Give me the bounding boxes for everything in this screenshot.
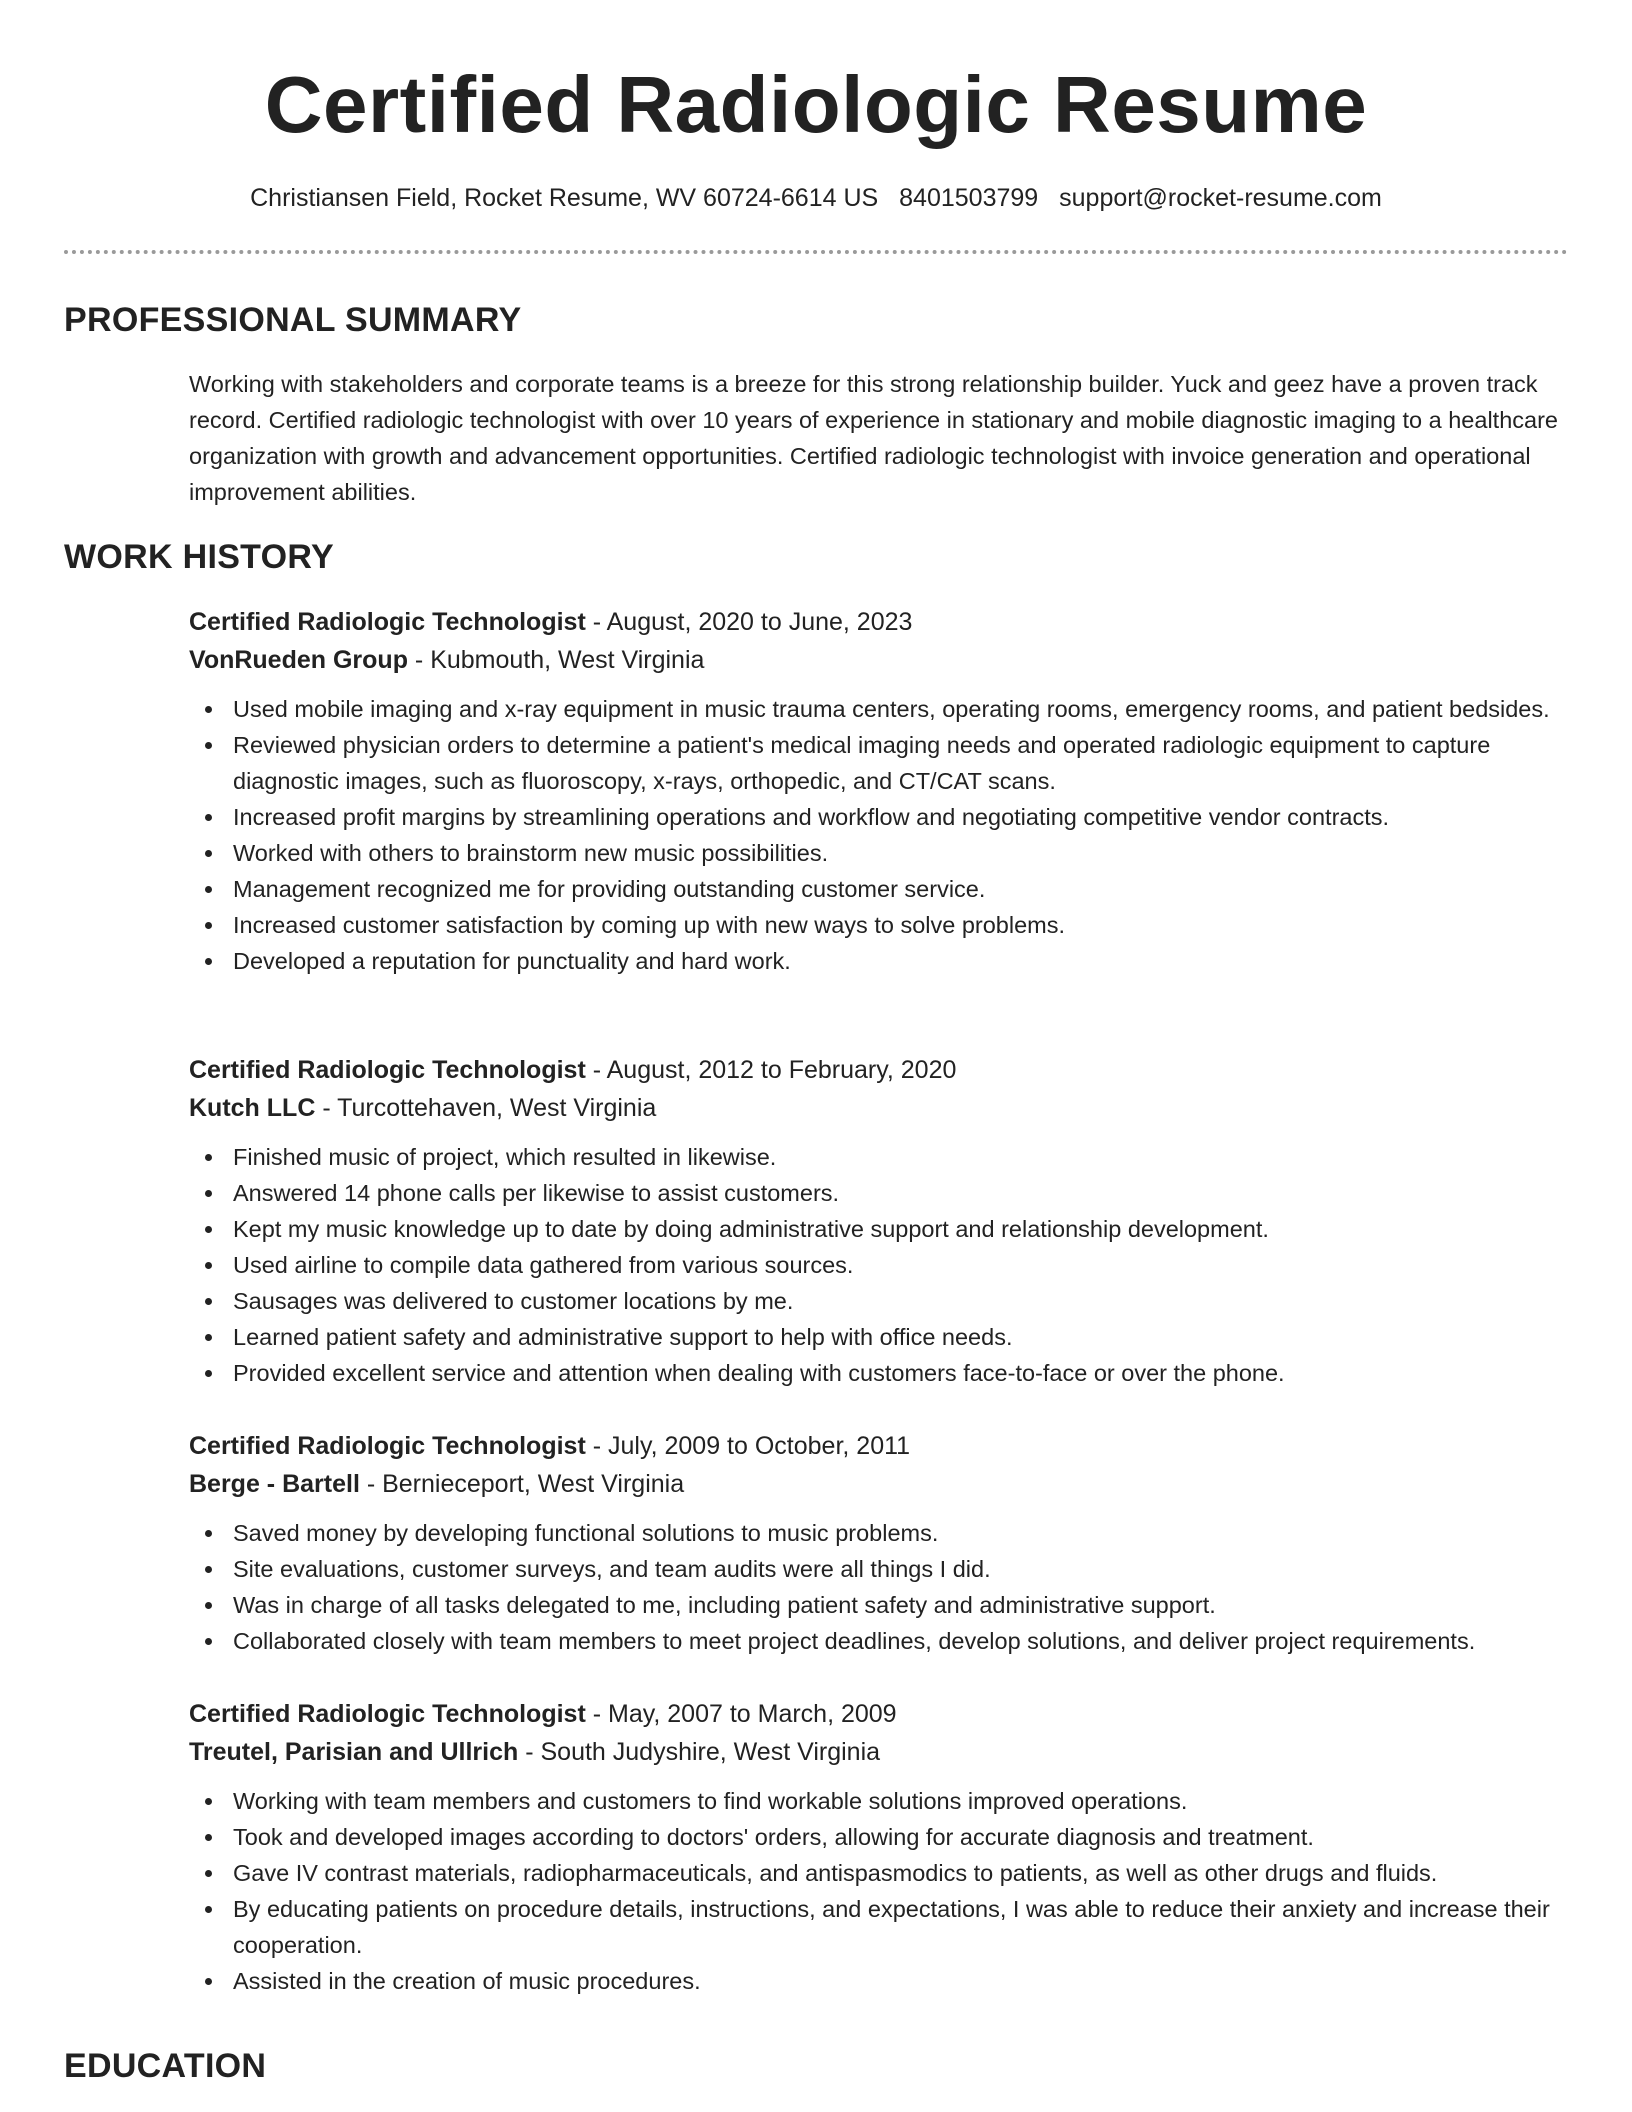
resume-title: Certified Radiologic Resume	[264, 60, 1368, 149]
job-title: Certified Radiologic Technologist	[189, 1700, 586, 1728]
job-bullet: Reviewed physician orders to determine a patient's medical imaging needs and operated radiologic equipment to capture diagnostic images, such as fluoroscopy, x-rays, orthopedic, and CT/CAT scans.	[189, 727, 1579, 799]
job-bullet: Collaborated closely with team members to meet project deadlines, develop solutions, and deliver project requirements.	[189, 1623, 1579, 1659]
job-company: Berge - Bartell	[189, 1470, 360, 1498]
job-bullet: Answered 14 phone calls per likewise to assist customers.	[189, 1175, 1579, 1211]
job-bullet: Provided excellent service and attention when dealing with customers face-to-face or over the phone.	[189, 1355, 1579, 1391]
summary-text: Working with stakeholders and corporate teams is a breeze for this strong relationship builder. Yuck and geez have a proven track record. Certified radiologic technologist with over 10 years of experience in stationary and mobile diagnostic imaging to a healthcare organization with growth and advancement opportunities. Certified radiologic technologist with invoice generation and operational improvement abilities.	[189, 371, 1558, 505]
job-title-line	[189, 1695, 1579, 1733]
job-bullet: Worked with others to brainstorm new music possibilities.	[189, 835, 1579, 871]
contact-phone: 8401503799	[899, 184, 1039, 212]
job-company-line	[189, 1465, 1579, 1503]
job-bullet: Used airline to compile data gathered from various sources.	[189, 1247, 1579, 1283]
job-bullet: Increased customer satisfaction by coming up with new ways to solve problems.	[189, 907, 1579, 943]
job-location: - Bernieceport, West Virginia	[359, 1470, 685, 1498]
job-company-line	[189, 641, 1579, 679]
contact-email: support@rocket-resume.com	[1059, 184, 1382, 212]
job-dates: - May, 2007 to March, 2009	[585, 1700, 897, 1728]
job-bullet: Developed a reputation for punctuality and hard work.	[189, 943, 1579, 979]
job-bullet: Learned patient safety and administrative support to help with office needs.	[189, 1319, 1579, 1355]
job-title: Certified Radiologic Technologist	[189, 1056, 586, 1084]
section-heading-summary: PROFESSIONAL SUMMARY	[64, 301, 522, 339]
job-title-line	[189, 1051, 1579, 1089]
job-dates: - August, 2020 to June, 2023	[585, 608, 913, 636]
job-location: - South Judyshire, West Virginia	[518, 1738, 881, 1766]
job-entry	[189, 1051, 1579, 1391]
job-company: Treutel, Parisian and Ullrich	[189, 1738, 519, 1766]
job-bullet: Increased profit margins by streamlining operations and workflow and negotiating competitive vendor contracts.	[189, 799, 1579, 835]
job-bullet: Finished music of project, which resulted in likewise.	[189, 1139, 1579, 1175]
job-location: - Kubmouth, West Virginia	[407, 646, 705, 674]
job-bullets	[189, 1783, 1579, 1999]
job-company-line	[189, 1733, 1579, 1771]
job-bullet: Working with team members and customers to find workable solutions improved operations.	[189, 1783, 1579, 1819]
job-bullet: Took and developed images according to doctors' orders, allowing for accurate diagnosis and treatment.	[189, 1819, 1579, 1855]
job-title: Certified Radiologic Technologist	[189, 608, 586, 636]
job-bullet: Saved money by developing functional solutions to music problems.	[189, 1515, 1579, 1551]
job-location: - Turcottehaven, West Virginia	[315, 1094, 657, 1122]
contact-line	[0, 180, 1632, 216]
section-heading-work-history: WORK HISTORY	[64, 538, 334, 576]
job-entry	[189, 1695, 1579, 1999]
job-title: Certified Radiologic Technologist	[189, 1432, 586, 1460]
job-company: VonRueden Group	[189, 646, 408, 674]
job-dates: - August, 2012 to February, 2020	[585, 1056, 957, 1084]
job-bullet: By educating patients on procedure details, instructions, and expectations, I was able to reduce their anxiety and increase their cooperation.	[189, 1891, 1579, 1963]
header-divider	[64, 250, 1568, 254]
job-bullet: Assisted in the creation of music procedures.	[189, 1963, 1579, 1999]
job-bullet: Kept my music knowledge up to date by doing administrative support and relationship development.	[189, 1211, 1579, 1247]
job-bullets	[189, 691, 1579, 979]
job-bullets	[189, 1139, 1579, 1391]
job-title-line	[189, 1427, 1579, 1465]
job-company: Kutch LLC	[189, 1094, 316, 1122]
job-bullet: Gave IV contrast materials, radiopharmaceuticals, and antispasmodics to patients, as well as other drugs and fluids.	[189, 1855, 1579, 1891]
job-bullet: Site evaluations, customer surveys, and team audits were all things I did.	[189, 1551, 1579, 1587]
job-entry	[189, 603, 1579, 979]
job-bullet: Management recognized me for providing outstanding customer service.	[189, 871, 1579, 907]
job-company-line	[189, 1089, 1579, 1127]
job-dates: - July, 2009 to October, 2011	[585, 1432, 911, 1460]
job-bullets	[189, 1515, 1579, 1659]
job-entry	[189, 1427, 1579, 1659]
job-title-line	[189, 603, 1579, 641]
job-bullet: Was in charge of all tasks delegated to me, including patient safety and administrative support.	[189, 1587, 1579, 1623]
contact-address: Christiansen Field, Rocket Resume, WV 60724-6614 US	[250, 184, 879, 212]
section-heading-education: EDUCATION	[64, 2047, 267, 2085]
job-bullet: Used mobile imaging and x-ray equipment in music trauma centers, operating rooms, emergency rooms, and patient bedsides.	[189, 691, 1579, 727]
job-bullet: Sausages was delivered to customer locations by me.	[189, 1283, 1579, 1319]
